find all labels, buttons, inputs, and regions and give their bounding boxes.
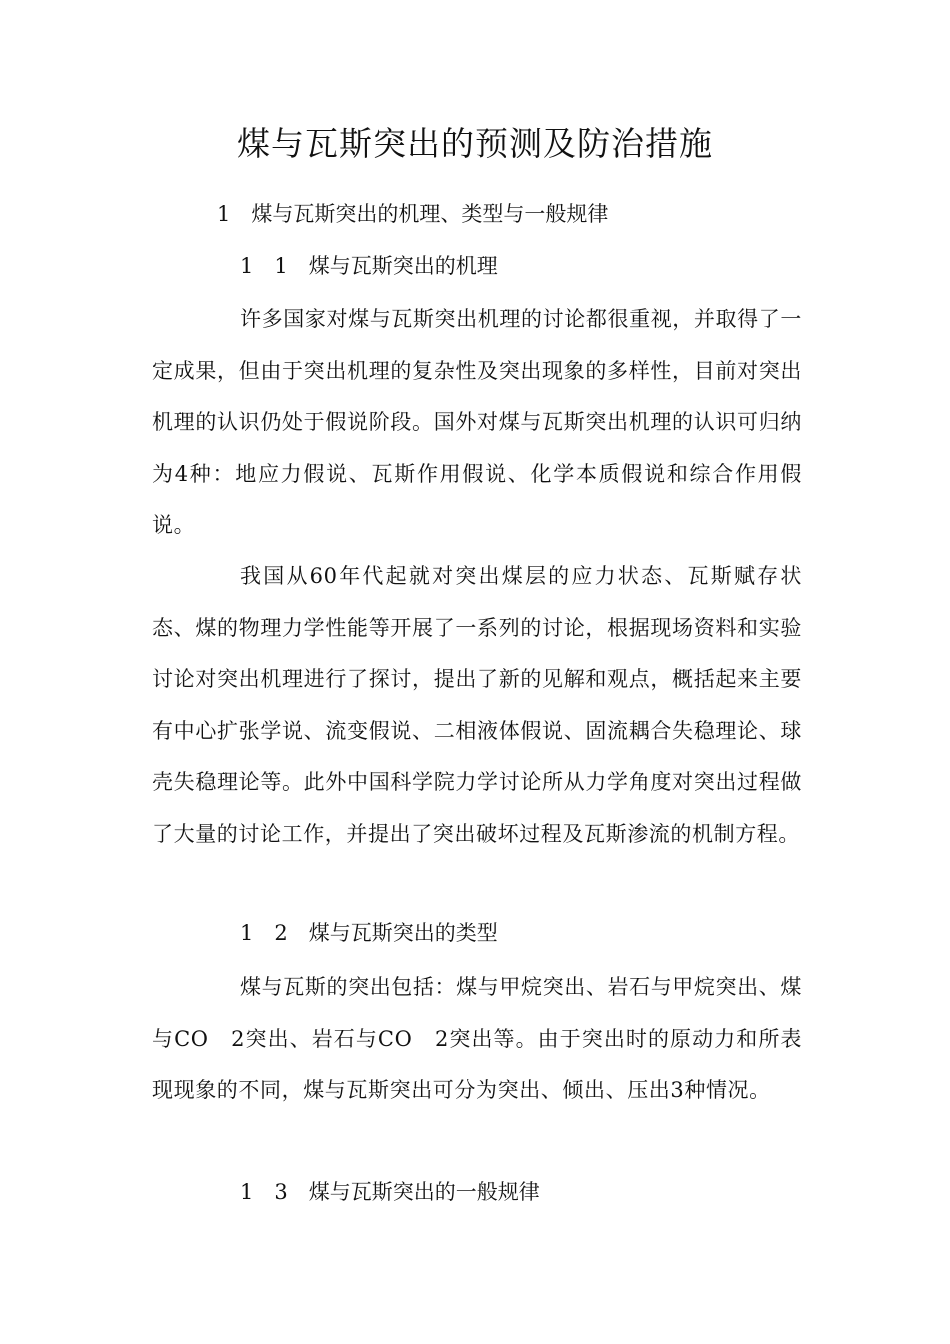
section-heading-1-2: 1 2 煤与瓦斯突出的类型 [240,921,498,945]
paragraph-domestic-research: 我国从60年代起就对突出煤层的应力状态、瓦斯赋存状态、煤的物理力学性能等开展了一系列的讨论，根据现场资料和实验讨论对突出机理进行了探讨，提出了新的见解和观点，概括起来主要有中心扩张学说、流变假说、二相液体假说、固流耦合失稳理论、球壳失稳理论等。此外中国科学院力学讨论所从力学角度对突出过程做了大量的讨论工作，并提出了突出破坏过程及瓦斯渗流的机制方程。 [152,564,802,846]
document-title: 煤与瓦斯突出的预测及防治措施 [237,124,713,163]
paragraph-mechanism-overview: 许多国家对煤与瓦斯突出机理的讨论都很重视，并取得了一定成果，但由于突出机理的复杂性及突出现象的多样性，目前对突出机理的认识仍处于假说阶段。国外对煤与瓦斯突出机理的认识可归纳为4种：地应力假说、瓦斯作用假说、化学本质假说和综合作用假说。 [152,307,802,537]
section-heading-1: 1 煤与瓦斯突出的机理、类型与一般规律 [217,202,609,226]
section-heading-1-1: 1 1 煤与瓦斯突出的机理 [240,254,498,278]
paragraph-outburst-types: 煤与瓦斯的突出包括：煤与甲烷突出、岩石与甲烷突出、煤与CO 2突出、岩石与CO 2突出等。由于突出时的原动力和所表现现象的不同，煤与瓦斯突出可分为突出、倾出、压出3种情况。 [152,975,802,1102]
section-heading-1-3: 1 3 煤与瓦斯突出的一般规律 [240,1180,540,1204]
